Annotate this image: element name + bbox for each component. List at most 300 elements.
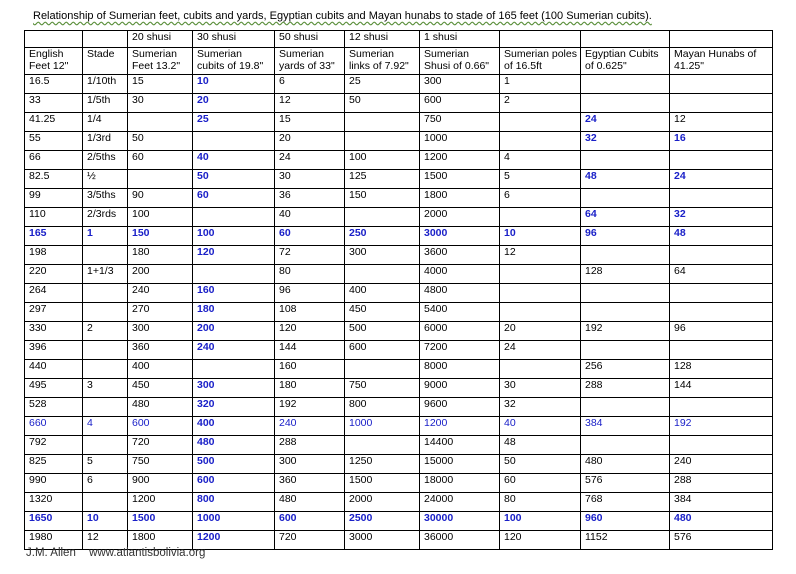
table-cell: 15 xyxy=(128,75,193,94)
table-cell: 66 xyxy=(25,151,83,170)
table-row xyxy=(25,303,773,322)
table-cell: 1320 xyxy=(25,493,83,512)
table-cell: 1200 xyxy=(193,531,275,550)
table-cell: 6 xyxy=(275,75,345,94)
table-cell: 144 xyxy=(275,341,345,360)
table-cell: 600 xyxy=(275,512,345,531)
table-cell: 500 xyxy=(345,322,420,341)
table-cell: 600 xyxy=(420,94,500,113)
table-row xyxy=(25,265,773,284)
table-cell xyxy=(500,132,581,151)
table-cell: 128 xyxy=(670,360,773,379)
table-cell xyxy=(500,208,581,227)
table-cell: 10 xyxy=(193,75,275,94)
table-cell: 192 xyxy=(670,417,773,436)
table-row xyxy=(25,417,773,436)
table-cell xyxy=(581,75,670,94)
header-cell xyxy=(25,31,83,48)
table-cell xyxy=(581,341,670,360)
table-cell: 384 xyxy=(581,417,670,436)
table-cell: 120 xyxy=(193,246,275,265)
table-cell xyxy=(500,265,581,284)
header-cell: Sumerian poles of 16.5ft xyxy=(500,48,581,75)
table-cell: 72 xyxy=(275,246,345,265)
header-cell xyxy=(670,31,773,48)
table-cell: 80 xyxy=(500,493,581,512)
table-cell: 160 xyxy=(193,284,275,303)
table-cell: 900 xyxy=(128,474,193,493)
table-cell: 480 xyxy=(128,398,193,417)
table-cell: 60 xyxy=(500,474,581,493)
table-cell: 110 xyxy=(25,208,83,227)
table-cell xyxy=(83,303,128,322)
table-cell: 2 xyxy=(500,94,581,113)
table-cell: 180 xyxy=(128,246,193,265)
table-row xyxy=(25,189,773,208)
table-cell xyxy=(83,360,128,379)
table-cell: 12 xyxy=(670,113,773,132)
table-cell: 480 xyxy=(275,493,345,512)
table-cell: 40 xyxy=(275,208,345,227)
table-cell: 25 xyxy=(345,75,420,94)
table-cell: 6 xyxy=(500,189,581,208)
table-cell: 55 xyxy=(25,132,83,151)
table-cell: 8000 xyxy=(420,360,500,379)
table-cell: 1500 xyxy=(345,474,420,493)
table-cell: 1000 xyxy=(420,132,500,151)
table-cell: 180 xyxy=(193,303,275,322)
table-cell: 3 xyxy=(83,379,128,398)
table-cell: 100 xyxy=(500,512,581,531)
table-cell: 1200 xyxy=(128,493,193,512)
table-cell: 32 xyxy=(500,398,581,417)
table-cell: 24000 xyxy=(420,493,500,512)
table-cell: 125 xyxy=(345,170,420,189)
table-cell: 90 xyxy=(128,189,193,208)
table-cell: 300 xyxy=(345,246,420,265)
table-cell xyxy=(670,398,773,417)
table-cell: 1/3rd xyxy=(83,132,128,151)
table-cell xyxy=(500,284,581,303)
table-cell: 4 xyxy=(500,151,581,170)
table-cell: 30 xyxy=(128,94,193,113)
table-cell: 12 xyxy=(83,531,128,550)
table-cell: 750 xyxy=(128,455,193,474)
table-cell: 14400 xyxy=(420,436,500,455)
table-cell: 320 xyxy=(193,398,275,417)
table-cell: 64 xyxy=(670,265,773,284)
header-cell: Stade xyxy=(83,48,128,75)
table-cell: 288 xyxy=(581,379,670,398)
table-cell: 15 xyxy=(275,113,345,132)
table-cell: 1200 xyxy=(420,417,500,436)
table-cell: 400 xyxy=(193,417,275,436)
table-row xyxy=(25,170,773,189)
header-cell: English Feet 12" xyxy=(25,48,83,75)
table-cell: 120 xyxy=(500,531,581,550)
table-cell xyxy=(345,360,420,379)
table-cell: 396 xyxy=(25,341,83,360)
table-cell: 16.5 xyxy=(25,75,83,94)
table-cell: 9000 xyxy=(420,379,500,398)
table-cell: 288 xyxy=(275,436,345,455)
table-cell: 360 xyxy=(128,341,193,360)
table-cell: 384 xyxy=(670,493,773,512)
table-cell: 400 xyxy=(345,284,420,303)
table-cell: 792 xyxy=(25,436,83,455)
table-cell xyxy=(83,341,128,360)
header-cell: Mayan Hunabs of 41.25" xyxy=(670,48,773,75)
table-cell: 24 xyxy=(670,170,773,189)
table-row xyxy=(25,512,773,531)
table-cell: 360 xyxy=(275,474,345,493)
table-cell: 330 xyxy=(25,322,83,341)
table-cell xyxy=(670,94,773,113)
table-cell: 2 xyxy=(83,322,128,341)
table-cell: 60 xyxy=(275,227,345,246)
table-cell xyxy=(670,151,773,170)
table-cell: 300 xyxy=(128,322,193,341)
table-cell: 3000 xyxy=(420,227,500,246)
table-cell: 48 xyxy=(581,170,670,189)
table-cell: 576 xyxy=(670,531,773,550)
table-cell: 1650 xyxy=(25,512,83,531)
header-cell: Sumerian Shusi of 0.66" xyxy=(420,48,500,75)
table-cell: 4 xyxy=(83,417,128,436)
table-cell: 3600 xyxy=(420,246,500,265)
conversion-table xyxy=(24,30,773,550)
table-cell xyxy=(345,208,420,227)
header-cell: 30 shusi xyxy=(193,31,275,48)
table-cell: 10 xyxy=(83,512,128,531)
table-cell xyxy=(581,151,670,170)
table-cell: 1 xyxy=(83,227,128,246)
table-cell: 150 xyxy=(345,189,420,208)
table-cell: 1200 xyxy=(420,151,500,170)
table-cell: 4000 xyxy=(420,265,500,284)
table-cell: 2000 xyxy=(345,493,420,512)
header-cell: Sumerian cubits of 19.8" xyxy=(193,48,275,75)
header-row xyxy=(25,31,773,48)
table-row xyxy=(25,227,773,246)
header-cell: 12 shusi xyxy=(345,31,420,48)
header-cell: Egyptian Cubits of 0.625" xyxy=(581,48,670,75)
table-cell: 1/5th xyxy=(83,94,128,113)
table-cell: 300 xyxy=(193,379,275,398)
table-row xyxy=(25,493,773,512)
table-cell xyxy=(128,170,193,189)
table-cell xyxy=(581,284,670,303)
table-cell xyxy=(670,75,773,94)
table-cell xyxy=(345,132,420,151)
table-cell: 300 xyxy=(420,75,500,94)
header-cell: 20 shusi xyxy=(128,31,193,48)
table-cell: 96 xyxy=(581,227,670,246)
table-cell xyxy=(83,436,128,455)
table-cell: 240 xyxy=(193,341,275,360)
table-cell: 220 xyxy=(25,265,83,284)
table-cell: 50 xyxy=(128,132,193,151)
table-cell xyxy=(670,189,773,208)
table-cell: 99 xyxy=(25,189,83,208)
table-title: Relationship of Sumerian feet, cubits and yards, Egyptian cubits and Mayan hunabs to stade of 165 feet (100 Sumerian cubits). xyxy=(33,10,652,22)
table-cell: 240 xyxy=(670,455,773,474)
table-cell: 144 xyxy=(670,379,773,398)
table-cell: 9600 xyxy=(420,398,500,417)
table-cell xyxy=(83,493,128,512)
table-row xyxy=(25,341,773,360)
table-row xyxy=(25,246,773,265)
table-cell: 1000 xyxy=(345,417,420,436)
table-cell: 100 xyxy=(193,227,275,246)
table-cell: 5400 xyxy=(420,303,500,322)
table-cell: 720 xyxy=(275,531,345,550)
table-cell: 50 xyxy=(500,455,581,474)
table-cell: 2/3rds xyxy=(83,208,128,227)
table-cell: 36000 xyxy=(420,531,500,550)
table-cell: 12 xyxy=(275,94,345,113)
table-cell xyxy=(670,436,773,455)
table-cell xyxy=(581,398,670,417)
table-cell: 20 xyxy=(193,94,275,113)
table-cell: 120 xyxy=(275,322,345,341)
table-cell: 200 xyxy=(128,265,193,284)
table-cell: 450 xyxy=(128,379,193,398)
table-cell: ½ xyxy=(83,170,128,189)
table-cell: 64 xyxy=(581,208,670,227)
table-cell xyxy=(670,341,773,360)
table-cell: 60 xyxy=(128,151,193,170)
header-cell: Sumerian Feet 13.2" xyxy=(128,48,193,75)
table-cell: 600 xyxy=(193,474,275,493)
table-row xyxy=(25,322,773,341)
table-cell: 600 xyxy=(345,341,420,360)
table-cell xyxy=(581,436,670,455)
table-cell: 6 xyxy=(83,474,128,493)
table-cell: 1/10th xyxy=(83,75,128,94)
table-row xyxy=(25,75,773,94)
table-cell: 4800 xyxy=(420,284,500,303)
table-cell: 50 xyxy=(345,94,420,113)
table-cell: 1500 xyxy=(420,170,500,189)
table-cell: 180 xyxy=(275,379,345,398)
table-cell xyxy=(345,113,420,132)
table-cell: 500 xyxy=(193,455,275,474)
table-row xyxy=(25,474,773,493)
table-cell: 2500 xyxy=(345,512,420,531)
table-cell xyxy=(193,208,275,227)
table-cell: 576 xyxy=(581,474,670,493)
table-cell: 250 xyxy=(345,227,420,246)
table-cell: 36 xyxy=(275,189,345,208)
table-cell xyxy=(83,284,128,303)
table-cell: 80 xyxy=(275,265,345,284)
table-cell: 48 xyxy=(670,227,773,246)
table-cell: 1152 xyxy=(581,531,670,550)
table-cell xyxy=(581,94,670,113)
table-cell: 2000 xyxy=(420,208,500,227)
table-cell: 200 xyxy=(193,322,275,341)
table-cell: 40 xyxy=(193,151,275,170)
table-cell: 40 xyxy=(500,417,581,436)
table-cell xyxy=(670,284,773,303)
table-cell: 750 xyxy=(345,379,420,398)
header-cell xyxy=(83,31,128,48)
table-cell xyxy=(670,303,773,322)
table-cell: 660 xyxy=(25,417,83,436)
table-cell: 825 xyxy=(25,455,83,474)
table-cell: 96 xyxy=(275,284,345,303)
header-row xyxy=(25,48,773,75)
table-row xyxy=(25,455,773,474)
table-cell: 270 xyxy=(128,303,193,322)
table-cell: 450 xyxy=(345,303,420,322)
table-cell: 480 xyxy=(193,436,275,455)
table-cell: 18000 xyxy=(420,474,500,493)
table-cell: 160 xyxy=(275,360,345,379)
table-cell xyxy=(670,246,773,265)
table-cell: 495 xyxy=(25,379,83,398)
table-row xyxy=(25,151,773,170)
table-cell: 960 xyxy=(581,512,670,531)
table-cell: 2/5ths xyxy=(83,151,128,170)
table-cell xyxy=(345,436,420,455)
table-cell: 1800 xyxy=(128,531,193,550)
table-row xyxy=(25,208,773,227)
header-cell: Sumerian yards of 33" xyxy=(275,48,345,75)
table-cell: 30000 xyxy=(420,512,500,531)
table-cell xyxy=(345,265,420,284)
table-cell: 800 xyxy=(193,493,275,512)
table-cell xyxy=(193,265,275,284)
table-cell: 24 xyxy=(581,113,670,132)
footer-author: J.M. Allen xyxy=(26,547,76,559)
table-cell: 5 xyxy=(83,455,128,474)
table-cell: 20 xyxy=(500,322,581,341)
table-cell: 12 xyxy=(500,246,581,265)
table-row xyxy=(25,284,773,303)
table-cell: 48 xyxy=(500,436,581,455)
table-cell: 192 xyxy=(581,322,670,341)
table-cell: 297 xyxy=(25,303,83,322)
header-cell xyxy=(500,31,581,48)
table-cell: 100 xyxy=(345,151,420,170)
table-cell: 300 xyxy=(275,455,345,474)
table-cell: 6000 xyxy=(420,322,500,341)
table-cell xyxy=(83,398,128,417)
table-cell: 1800 xyxy=(420,189,500,208)
table-cell: 1250 xyxy=(345,455,420,474)
table-cell: 1980 xyxy=(25,531,83,550)
table-cell: 60 xyxy=(193,189,275,208)
table-cell: 20 xyxy=(275,132,345,151)
table-cell: 7200 xyxy=(420,341,500,360)
table-cell xyxy=(581,303,670,322)
table-cell: 128 xyxy=(581,265,670,284)
table-cell xyxy=(500,303,581,322)
table-row xyxy=(25,113,773,132)
table-cell: 240 xyxy=(128,284,193,303)
table-cell: 990 xyxy=(25,474,83,493)
table-cell: 10 xyxy=(500,227,581,246)
table-row xyxy=(25,398,773,417)
table-cell: 30 xyxy=(275,170,345,189)
table-cell: 108 xyxy=(275,303,345,322)
table-cell: 32 xyxy=(670,208,773,227)
table-cell: 32 xyxy=(581,132,670,151)
table-cell: 288 xyxy=(670,474,773,493)
table-row xyxy=(25,132,773,151)
table-cell: 400 xyxy=(128,360,193,379)
table-cell: 264 xyxy=(25,284,83,303)
table-cell: 480 xyxy=(581,455,670,474)
table-cell: 240 xyxy=(275,417,345,436)
table-cell: 1000 xyxy=(193,512,275,531)
header-cell: 1 shusi xyxy=(420,31,500,48)
table-cell xyxy=(581,189,670,208)
table-cell: 768 xyxy=(581,493,670,512)
table-cell: 1/4 xyxy=(83,113,128,132)
table-cell xyxy=(500,360,581,379)
table-cell: 800 xyxy=(345,398,420,417)
table-cell xyxy=(193,360,275,379)
table-cell: 150 xyxy=(128,227,193,246)
table-cell: 96 xyxy=(670,322,773,341)
table-cell: 256 xyxy=(581,360,670,379)
table-cell: 528 xyxy=(25,398,83,417)
footer xyxy=(26,547,215,559)
header-cell xyxy=(581,31,670,48)
table-cell: 15000 xyxy=(420,455,500,474)
table-cell: 165 xyxy=(25,227,83,246)
table-cell xyxy=(193,132,275,151)
table-cell: 192 xyxy=(275,398,345,417)
table-row xyxy=(25,436,773,455)
header-cell: 50 shusi xyxy=(275,31,345,48)
table-cell: 440 xyxy=(25,360,83,379)
table-cell: 600 xyxy=(128,417,193,436)
footer-website: www.atlantisbolivia.org xyxy=(89,547,206,559)
table-cell: 1 xyxy=(500,75,581,94)
table-cell: 3/5ths xyxy=(83,189,128,208)
table-cell: 720 xyxy=(128,436,193,455)
table-row xyxy=(25,379,773,398)
table-cell: 50 xyxy=(193,170,275,189)
table-cell xyxy=(581,246,670,265)
table-cell xyxy=(128,113,193,132)
table-cell: 750 xyxy=(420,113,500,132)
table-cell: 1+1/3 xyxy=(83,265,128,284)
table-cell: 16 xyxy=(670,132,773,151)
table-cell: 82.5 xyxy=(25,170,83,189)
table-cell: 5 xyxy=(500,170,581,189)
table-row xyxy=(25,94,773,113)
table-cell xyxy=(500,113,581,132)
table-cell: 25 xyxy=(193,113,275,132)
table-cell: 33 xyxy=(25,94,83,113)
table-cell: 1500 xyxy=(128,512,193,531)
table-cell: 3000 xyxy=(345,531,420,550)
table-cell: 24 xyxy=(500,341,581,360)
table-row xyxy=(25,360,773,379)
table-cell: 24 xyxy=(275,151,345,170)
table-cell: 100 xyxy=(128,208,193,227)
table-cell: 198 xyxy=(25,246,83,265)
table-cell: 41.25 xyxy=(25,113,83,132)
header-cell: Sumerian links of 7.92" xyxy=(345,48,420,75)
table-cell: 30 xyxy=(500,379,581,398)
table-cell xyxy=(83,246,128,265)
